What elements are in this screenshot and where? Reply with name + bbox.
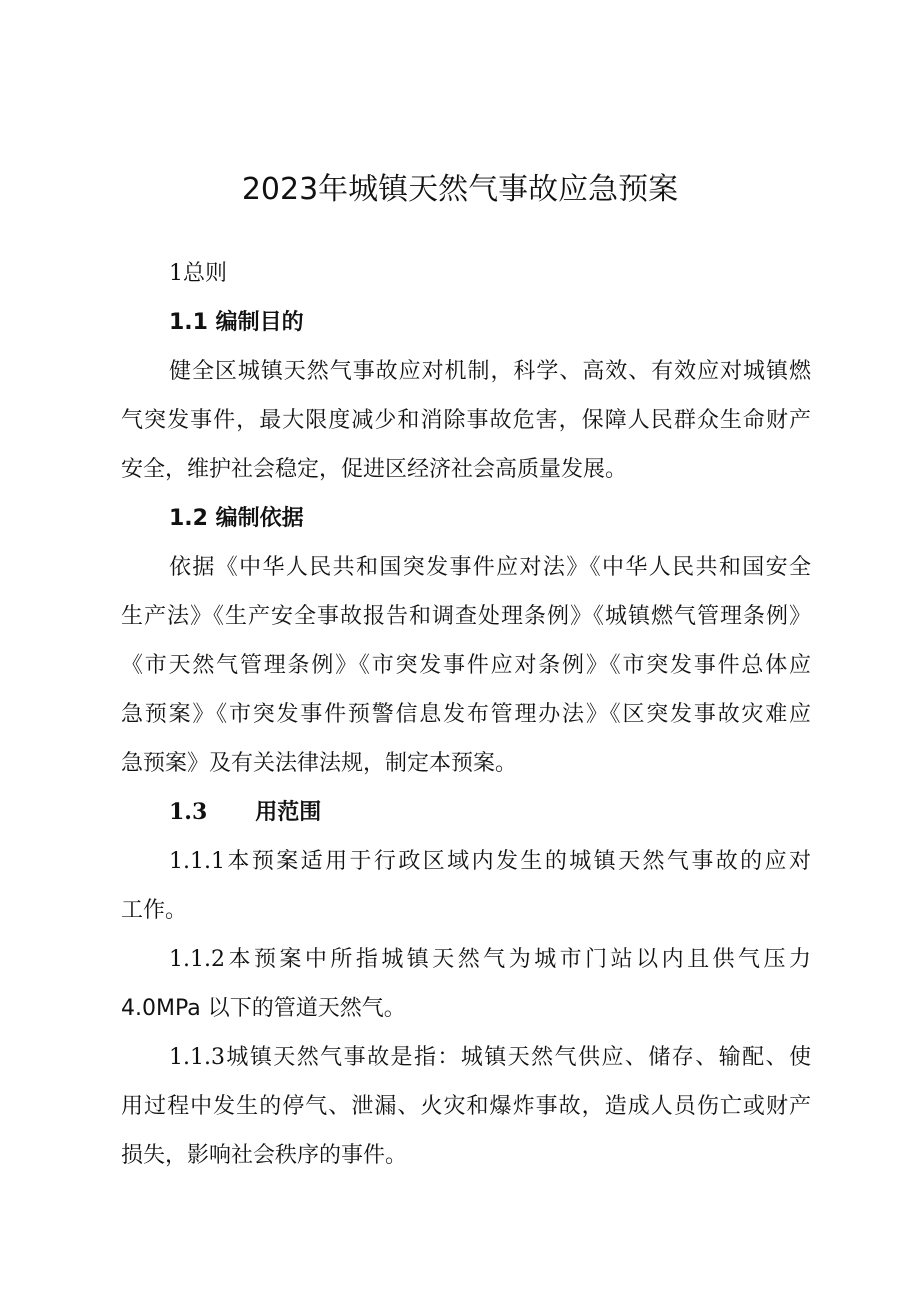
paragraph-1-1-line-1: 健全区城镇天然气事故应对机制，科学、高效、有效应对城镇燃 [169,359,811,384]
section-heading-1: 1总则 [169,261,227,286]
paragraph-1-2-line-4: 急预案》《市突发事件预警信息发布管理办法》《区突发事故灾难应 [121,702,811,727]
item-1-1-1-line-2: 工作。 [121,898,188,923]
item-1-1-3-line-1 [121,1040,811,1075]
item-1-1-2-line-2: 4.0MPa 以下的管道天然气。 [121,996,406,1021]
section-heading-1-2: 1.2 编制依据 [169,506,304,531]
paragraph-1-1-line-3: 安全，维护社会稳定，促进区经济社会高质量发展。 [121,457,628,482]
item-number: 1.1.1 [169,849,225,874]
item-text: 本预案适用于行政区域内发生的城镇天然气事故的应对 [224,849,811,874]
section-heading-1-3 [121,795,811,830]
paragraph-1-2-line-1: 依据《中华人民共和国突发事件应对法》《中华人民共和国安全 [169,555,811,580]
section-number: 1.3 [169,799,208,825]
document-body [121,256,811,1173]
item-number: 1.1.3 [169,1045,225,1070]
item-number: 1.1.2 [169,947,225,972]
item-1-1-3-line-3: 损失，影响社会秩序的事件。 [121,1143,408,1168]
document-title: 2023年城镇天然气事故应急预案 [241,172,679,207]
paragraph-1-2-line-3: 《市天然气管理条例》《市突发事件应对条例》《市突发事件总体应 [121,653,811,678]
section-label: 用范围 [255,800,322,825]
item-1-1-1-line-1 [121,844,811,879]
item-text: 本预案中所指城镇天然气为城市门站以内且供气压力 [224,947,811,972]
item-1-1-2-line-1 [121,942,811,977]
section-heading-1-1: 1.1 编制目的 [169,310,304,335]
paragraph-1-1-line-2: 气突发事件，最大限度减少和消除事故危害，保障人民群众生命财产 [121,408,811,433]
paragraph-1-2-line-5: 急预案》及有关法律法规，制定本预案。 [121,751,518,776]
paragraph-1-2-line-2: 生产法》《生产安全事故报告和调查处理条例》《城镇燃气管理条例》 [121,604,811,629]
item-1-1-3-line-2: 用过程中发生的停气、泄漏、火灾和爆炸事故，造成人员伤亡或财产 [121,1094,811,1119]
item-text: 城镇天然气事故是指：城镇天然气供应、储存、输配、使 [224,1045,811,1070]
